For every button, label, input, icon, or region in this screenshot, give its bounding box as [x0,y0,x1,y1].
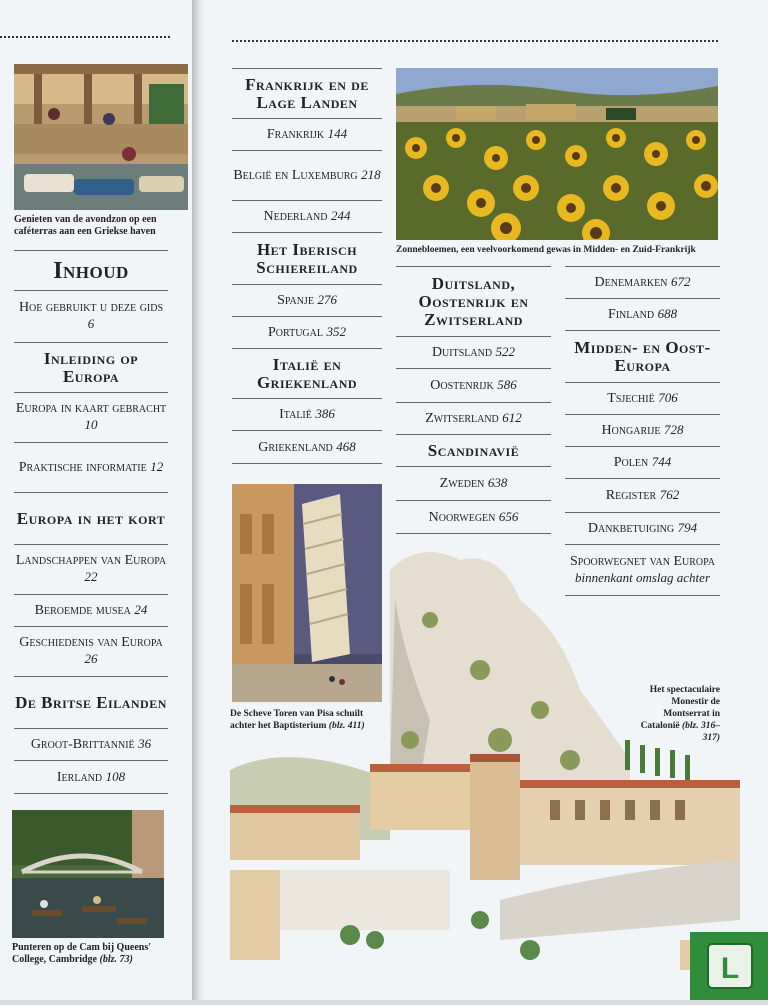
toc-entry-page: 26 [84,651,98,666]
toc-entry-page: 244 [331,208,351,223]
toc-entry-text [565,274,720,291]
toc-entry-text [232,406,382,423]
toc-entry-text [565,390,720,407]
toc-entry [14,626,168,676]
toc-entry-text [396,509,551,526]
toc-entry-label: Scandinavië [427,440,520,460]
toc-entry-text [565,454,720,471]
toc-entry-page: 12 [150,459,164,474]
caption-cambridge: Punteren op de Cam bij Queens' College, Cambridge (blz. 73) [12,942,151,965]
caption-pisa: De Scheve Toren van Pisa schuilt achter het Baptisterium (blz. 411) [230,709,365,731]
caption-montserrat: Het spectaculaire Monestir de Montserrat in Catalonië (blz. 316–317) [640,685,720,743]
toc-entry [565,266,720,298]
toc-entry-text [14,602,168,619]
toc-entry-page: 352 [326,324,346,339]
toc-entry-text [232,167,382,184]
toc-entry [232,348,382,398]
toc-entry-text [396,344,551,361]
toc-entry [232,68,382,118]
toc-entry [396,500,551,534]
toc-entry-page: 144 [327,126,348,141]
toc-entry [232,398,382,430]
left-dotted-rule [0,36,170,38]
toc-entry-page: 276 [317,292,337,307]
toc-entry [232,284,382,316]
toc-entry-label: Geschiedenis van Europa [19,635,163,650]
toc-entry-label: Spanje [277,293,314,308]
toc-entry-label: Europa in kaart gebracht [15,401,167,416]
toc-entry [565,382,720,414]
cambridge-punting-photo [12,810,164,938]
toc-entry [232,150,382,200]
toc-entry [396,402,551,434]
toc-entry-label: Italië en Griekenland [256,354,358,392]
toc-entry [232,430,382,464]
toc-entry [396,336,551,368]
toc-entry [565,446,720,478]
toc-entry-text [14,635,168,668]
toc-entry-page: 22 [84,569,98,584]
toc-entry-label: Tsjechië [607,391,655,406]
toc-entry-label: Frankrijk [266,127,325,142]
toc-entry-page: 522 [495,344,516,359]
toc-column-1 [232,68,382,464]
toc-entry-text [14,401,168,434]
toc-entry [14,676,168,728]
toc-entry [565,414,720,446]
toc-entry-label: Inleiding op Europa [43,348,139,386]
toc-entry-page: 386 [315,406,335,421]
toc-entry [396,466,551,500]
toc-entry-label: Noorwegen [428,509,496,525]
toc-entry-label: Beroemde musea [34,603,131,618]
toc-entry-page: 612 [502,410,522,425]
toc-entry-page: 656 [498,508,519,524]
toc-entry [232,118,382,150]
toc-entry-text [396,377,551,394]
toc-entry-label: Duitsland [431,345,493,360]
toc-entry-text [14,553,168,586]
toc-entry-page: 218 [361,167,381,182]
toc-entry-label: Zweden [439,476,485,491]
toc-entry-label: Praktische informatie [18,460,147,475]
toc-entry-page: 6 [87,316,95,331]
toc-entry-text [565,520,720,537]
toc-entry-label: Finland [607,307,655,322]
toc-entry [14,594,168,626]
toc-entry-label: Duitsland, Oostenrijk en Zwitserland [418,273,529,329]
right-dotted-rule [232,40,718,42]
montserrat-illustration [230,540,748,980]
toc-entry-text [14,736,168,753]
toc-entry [14,544,168,594]
toc-entry [232,232,382,284]
toc-entry-text [14,769,168,786]
toc-entry-label: Polen [613,455,649,470]
toc-left-column [14,250,168,794]
toc-entry-text [232,439,382,456]
brand-logo [690,932,768,1000]
toc-entry-text [565,422,720,439]
toc-entry-label: Zwitserland [425,411,499,426]
harbour-cafe-photo [14,64,188,210]
toc-entry-text [396,475,551,492]
toc-entry-page: 586 [497,377,517,392]
toc-entry-text [565,487,720,504]
toc-column-2 [396,266,551,534]
toc-entry-label: Denemarken [594,275,668,290]
toc-entry [396,266,551,336]
toc-entry-text [232,324,382,341]
toc-entry-page: 10 [84,417,98,432]
caption-sunflowers: Zonnebloemen, een veelvoorkomend gewas in Midden- en Zuid-Frankrijk [396,245,696,255]
toc-entry [14,290,168,342]
toc-entry [232,200,382,232]
toc-entry-text [14,459,168,476]
toc-entry-page: binnenkant omslag achter [574,570,711,585]
toc-entry-label: Ierland [56,769,103,785]
toc-entry-label: Spoorwegnet van Europa [569,554,716,569]
toc-entry [14,442,168,492]
caption-harbour: Genieten van de avondzon op een caféterras aan een Griekse haven [14,214,157,237]
toc-entry-text [232,292,382,309]
toc-entry-page: 688 [657,306,678,321]
toc-entry-page: 638 [487,475,508,490]
toc-entry-label: Nederland [263,209,328,224]
toc-entry-label: De Britse Eilanden [15,692,167,712]
toc-entry-label: Italië [279,407,312,422]
toc-entry [565,478,720,512]
toc-title: Inhoud [14,250,168,290]
toc-entry-label: Register [605,488,657,503]
toc-entry [565,298,720,330]
toc-entry-label: Hoe gebruikt u deze gids [18,300,164,315]
toc-entry-label: Landschappen van Europa [15,553,167,568]
toc-entry-label: Groot-Brittannië [30,737,135,752]
toc-entry [14,342,168,392]
toc-entry-page: 728 [664,422,684,437]
toc-entry [14,392,168,442]
toc-entry-label: Griekenland [258,439,333,455]
toc-entry-label: Oostenrijk [430,378,494,393]
toc-entry-label: Frankrijk en de Lage Landen [245,74,369,112]
toc-entry-label: Portugal [268,325,323,340]
toc-entry [14,760,168,794]
toc-entry-page: 36 [138,736,152,751]
toc-entry [14,728,168,760]
toc-entry-label: Europa in het kort [16,508,166,528]
toc-entry [396,434,551,466]
toc-entry-page: 108 [105,768,126,784]
toc-entry-label: België en Luxemburg [233,168,358,183]
sunflower-field-photo [396,68,718,240]
toc-entry-text [232,126,382,143]
toc-entry-text [232,208,382,225]
toc-entry [232,316,382,348]
toc-entry-label: Dankbetuiging [587,521,675,536]
toc-entry-label: Midden- en Oost-Europa [574,337,711,375]
toc-entry [396,368,551,402]
toc-entry [565,330,720,382]
toc-entry-page: 706 [658,390,678,405]
toc-entry-page: 744 [651,454,672,469]
toc-entry-page: 762 [659,487,680,502]
toc-entry-page: 24 [134,602,148,617]
brand-logo-letter: L [720,952,740,985]
toc-entry-page: 468 [336,438,356,454]
toc-entry-page: 794 [677,520,698,535]
toc-entry-label: Hongarije [601,423,661,438]
book-gutter [192,0,206,1000]
toc-entry [14,492,168,544]
toc-entry-text [565,306,720,323]
toc-entry-label: Het Iberisch Schiereiland [256,239,358,277]
toc-entry-text [396,410,551,427]
toc-entry-text [14,300,168,333]
toc-entry-page: 672 [670,274,691,289]
